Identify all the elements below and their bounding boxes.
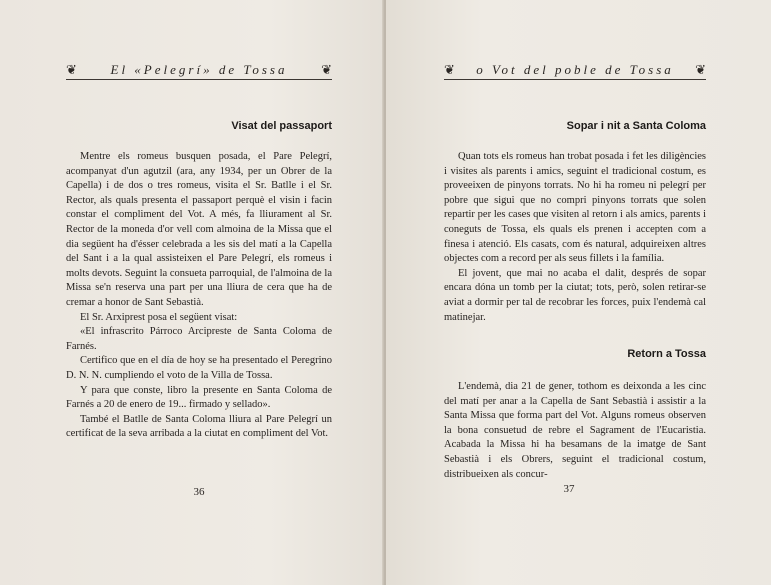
header-text: El «Pelegrí» de Tossa (110, 62, 288, 77)
body-text (66, 150, 332, 442)
section-title: Sopar i nit a Santa Coloma (566, 120, 706, 132)
section-title: Visat del passaport (231, 120, 332, 132)
header-rule (444, 79, 706, 80)
fleuron-icon: ❦ (444, 62, 455, 77)
running-header-left (66, 62, 332, 80)
running-header-right (444, 62, 706, 80)
page-number: 36 (193, 486, 205, 498)
header-rule (66, 79, 332, 80)
paragraph: «El infrascrito Párroco Arcipreste de Santa Coloma de Farnés. (66, 326, 332, 352)
fleuron-icon: ❦ (321, 62, 332, 77)
left-page (0, 0, 385, 585)
header-text: o Vot del poble de Tossa (476, 62, 674, 77)
page-number: 37 (563, 483, 575, 495)
paragraph: Mentre els romeus busquen posada, el Pare Pelegrí, acompanyat d'un agutzil (ara, any 1934, per un Obrer de la Capella) i de dos o tres romeus, visita el Sr. Batlle i el Sr. Rector, als quals presenta el passaport perquè el visin i facin constar el compliment del Vot. A més, fa lliurament al Sr. Rector de la moneda d'or vell com almoina de la Missa que el dia següent ha d'ésser celebrada a les sis del matí a la Capella del Sant i a la qual assisteixen el Pare Pelegrí, els romeus i molts devots. Seguint la consueta parroquial, de l'almoina de la Missa se'n reserva una part per una lliura de cera que ha de cremar a honor de Sant Sebastià. (66, 151, 332, 308)
paragraph: També el Batlle de Santa Coloma lliura al Pare Pelegrí un certificat de la seva arribada a la ciutat en compliment del Vot. (66, 413, 332, 440)
paragraph: Y para que conste, libro la presente en Santa Coloma de Farnés a 20 de enero de 19... firmado y sellado». (66, 384, 332, 411)
paragraph: El jovent, que mai no acaba el dalit, després de sopar encara dóna un tomb per la ciutat; tots, però, solen retirar-se aviat a dormir per tal de recobrar les forces, puix l'endemà cal matinejar. (444, 267, 706, 323)
body-text (444, 380, 706, 482)
fleuron-icon: ❦ (66, 62, 77, 77)
right-page (386, 0, 771, 585)
paragraph: L'endemà, dia 21 de gener, tothom es deixonda a les cinc del matí per anar a la Capella de Sant Sebastià i assistir a la Santa Missa que forma part del Vot. Alguns romeus observen la bona consuetud de rebre el Sagrament de l'Eucaristia. Acabada la Missa hi ha besamans de la imatge de Sant Sebastià i els Obrers, seguint el tradicional costum, distribueixen als concur- (444, 381, 706, 480)
paragraph: Certifico que en el día de hoy se ha presentado el Peregrino D. N. N. cumpliendo el voto de la Villa de Tossa. (66, 355, 332, 381)
paragraph: El Sr. Arxiprest posa el següent visat: (80, 311, 238, 323)
paragraph: Quan tots els romeus han trobat posada i fet les diligències i visites als parents i amics, seguint el tradicional costum, es proveeixen de pinyons torrats. No hi ha romeu ni pelegrí per pobre que sigui que no compri pinyons torrats que solen repartir per les cases que visiten al retorn i als amics, parents i coneguts de Tossa, els quals els prenen i accepten com a finesa i atenció. Els casats, com és natural, adquireixen altres objectes com a record per als seus fillets i la família. (444, 151, 706, 265)
fleuron-icon: ❦ (695, 62, 706, 77)
body-text (444, 150, 706, 325)
section-title: Retorn a Tossa (627, 348, 706, 360)
